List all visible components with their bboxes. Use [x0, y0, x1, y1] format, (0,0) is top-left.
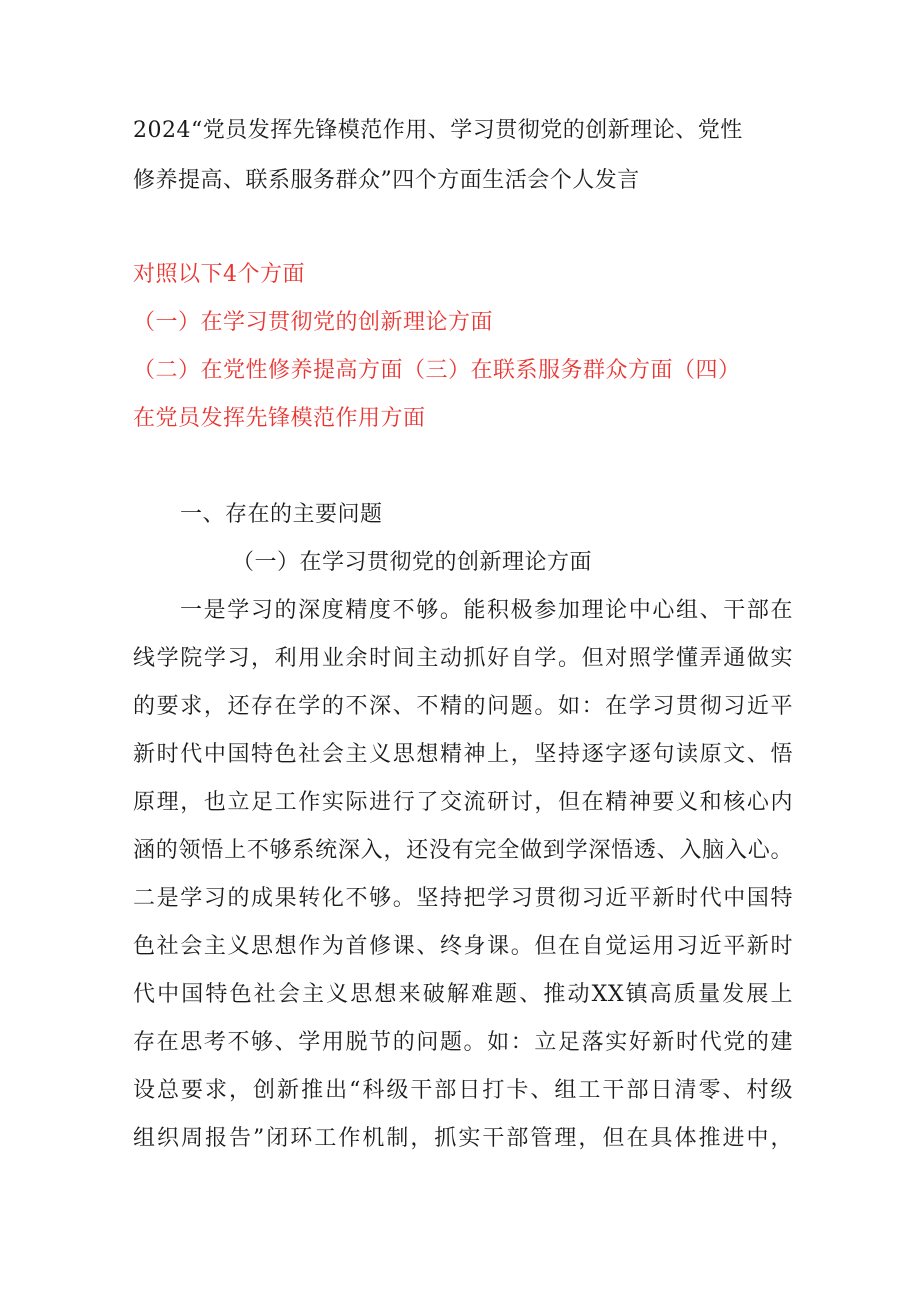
- document-title-line-2: 修养提高、联系服务群众”四个方面生活会个人发言: [133, 168, 640, 193]
- section-heading: 一、存在的主要问题: [180, 502, 383, 527]
- body-paragraph-line: 组织周报告”闭环工作机制，抓实干部管理，但在具体推进中，: [133, 1126, 793, 1151]
- body-paragraph-line: 的要求，还存在学的不深、不精的问题。如：在学习贯彻习近平: [133, 694, 793, 719]
- body-paragraph-line: 原理，也立足工作实际进行了交流研讨，但在精神要义和核心内: [133, 790, 793, 815]
- body-paragraph-line: 新时代中国特色社会主义思想精神上，坚持逐字逐句读原文、悟: [133, 742, 793, 767]
- intro-item-1: （一）在学习贯彻党的创新理论方面: [133, 310, 494, 335]
- body-paragraph-line: 存在思考不够、学用脱节的问题。如：立足落实好新时代党的建: [133, 1030, 793, 1055]
- document-title-line-1: 2024“党员发挥先锋模范作用、学习贯彻党的创新理论、党性: [133, 118, 743, 143]
- body-paragraph-line: 一是学习的深度精度不够。能积极参加理论中心组、干部在: [180, 598, 793, 623]
- intro-item-2-3-4: （二）在党性修养提高方面（三）在联系服务群众方面（四）: [133, 358, 741, 383]
- subsection-heading: （一）在学习贯彻党的创新理论方面: [232, 550, 593, 575]
- intro-item-4-continued: 在党员发挥先锋模范作用方面: [133, 406, 426, 431]
- body-paragraph-line: 色社会主义思想作为首修课、终身课。但在自觉运用习近平新时: [133, 934, 793, 959]
- body-paragraph-line: 设总要求，创新推出“科级干部日打卡、组工干部日清零、村级: [133, 1078, 793, 1103]
- intro-heading: 对照以下4个方面: [133, 262, 305, 287]
- body-paragraph-line: 涵的领悟上不够系统深入，还没有完全做到学深悟透、入脑入心。: [133, 838, 793, 863]
- body-paragraph-line: 线学院学习，利用业余时间主动抓好自学。但对照学懂弄通做实: [133, 646, 793, 671]
- body-paragraph-line: 代中国特色社会主义思想来破解难题、推动XX镇高质量发展上: [133, 982, 793, 1007]
- body-paragraph-line: 二是学习的成果转化不够。坚持把学习贯彻习近平新时代中国特: [133, 886, 793, 911]
